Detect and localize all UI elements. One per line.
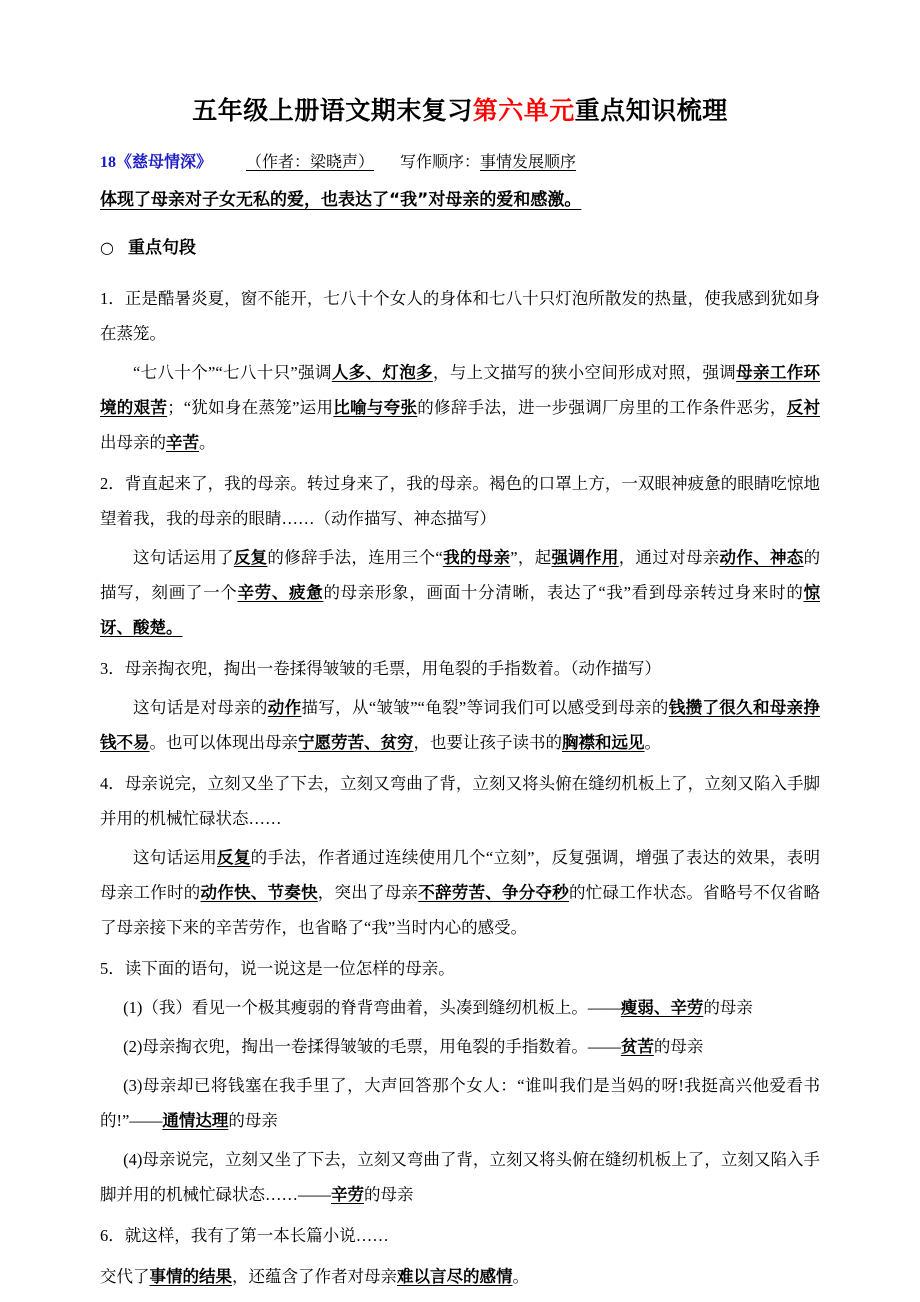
keyword: 辛劳	[331, 1185, 364, 1205]
t: 。	[199, 433, 216, 453]
t: 描写，从“皱皱”“龟裂”等词我们可以感受到母亲的	[301, 698, 669, 718]
keyword: 事情的结果	[149, 1267, 232, 1287]
t: 。	[644, 733, 661, 753]
keyword: 强调作用	[551, 548, 619, 568]
circle-bullet-icon: ○	[100, 238, 114, 258]
item-4-quote-text: 母亲说完，立刻又坐了下去，立刻又弯曲了背，立刻又将头俯在缝纫机板上了，立刻又陷入手脚并用的机械忙碌状态……	[100, 774, 821, 829]
sub-text: 母亲说完，立刻又坐了下去，立刻又弯曲了背，立刻又将头俯在缝纫机板上了，立刻又陷入手脚并用的机械忙碌状态……	[100, 1150, 820, 1205]
item-3-quote	[100, 651, 820, 686]
t: 的手法，作者通过连续使用几个“立刻”，反复强调，增强了表达的效果，表明母亲工作时的	[100, 848, 821, 903]
keyword: 贫苦	[620, 1037, 654, 1057]
keyword: 母亲工作环境的艰苦	[100, 363, 821, 418]
em-dash: ——	[129, 1111, 163, 1131]
sub-label: (3)	[123, 1076, 143, 1096]
t: 的修辞手法，进一步强调厂房里的工作条件恶劣，	[417, 398, 787, 418]
sub-label: (2)	[123, 1037, 143, 1057]
t: 的忙碌工作状态。省略号不仅省略了母亲接下来的辛苦劳作，也省略了“我”当时内心的感受。	[100, 883, 820, 938]
item-1-quote-text: 正是酷暑炎夏，窗不能开，七八十个女人的身体和七八十只灯泡所散发的热量，使我感到犹如身在蒸笼。	[100, 289, 821, 344]
item-3-number: 3．	[100, 659, 125, 679]
item-2-quote	[100, 466, 820, 536]
t: 这句话运用	[133, 848, 218, 868]
item-6-quote	[100, 1218, 820, 1253]
item-1-number: 1．	[100, 289, 125, 309]
item-2-analysis	[100, 540, 820, 645]
page-title-before: 五年级上册语文期末复习	[192, 98, 473, 125]
keyword: 人多、灯泡多	[331, 363, 433, 383]
keyword: 不辞劳苦、争分夺秒	[418, 883, 569, 903]
t: 这句话运用了	[133, 548, 234, 568]
t: ，还蕴含了作者对母亲	[232, 1267, 397, 1287]
section-heading-label: 重点句段	[127, 238, 196, 259]
item-2-quote-text: 背直起来了，我的母亲。转过身来了，我的母亲。褐色的口罩上方，一双眼神疲惫的眼睛吃惊地望着我，我的母亲的眼睛……（动作描写、神态描写）	[100, 474, 821, 529]
sub-tail: 的母亲	[703, 998, 753, 1018]
item-4-quote	[100, 766, 820, 836]
lesson-author: （作者：梁晓声）	[246, 154, 375, 172]
keyword: 动作快、节奏快	[200, 883, 318, 903]
keyword: 反复	[217, 848, 251, 868]
t: ，通过对母亲	[618, 548, 720, 568]
sub-tail: 的母亲	[364, 1185, 414, 1205]
lesson-header-line	[100, 148, 820, 178]
t: 出母亲的	[100, 433, 166, 453]
keyword: 动作、神态	[719, 548, 804, 568]
keyword: 胸襟和远见	[562, 733, 645, 753]
item-5-sub-3	[100, 1068, 820, 1138]
t: ；“犹如身在蒸笼”运用	[167, 398, 334, 418]
t: “七八十个”“七八十只”强调	[133, 363, 332, 383]
writing-order-value: 事情发展顺序	[480, 154, 577, 172]
item-5-number: 5．	[100, 959, 125, 979]
keyword: 通情达理	[162, 1111, 229, 1131]
item-6-number: 6．	[100, 1226, 125, 1246]
item-5-prompt	[100, 951, 820, 986]
keyword: 瘦弱、辛劳	[620, 998, 704, 1018]
t: 的描写，刻画了一个	[100, 548, 821, 603]
sub-tail: 的母亲	[653, 1037, 704, 1057]
t: 这句话是对母亲的	[133, 698, 268, 718]
sub-text: 母亲却已将钱塞在我手里了，大声回答那个女人：“谁叫我们是当妈的呀!我挺高兴他爱看书的!”	[100, 1076, 820, 1131]
item-3-quote-text: 母亲掏衣兜，掏出一卷揉得皱皱的毛票，用龟裂的手指数着。（动作描写）	[124, 659, 661, 679]
keyword: 反衬	[786, 398, 821, 418]
item-5-sub-1	[100, 990, 820, 1025]
item-3-analysis	[100, 690, 820, 760]
keyword: 难以言尽的感情	[397, 1267, 513, 1287]
sub-label: (4)	[123, 1150, 143, 1170]
em-dash: ——	[587, 998, 621, 1018]
keyword: 宁愿劳苦、贫穷	[298, 733, 414, 753]
t: ，突出了母亲	[317, 883, 419, 903]
sub-label: (1)	[123, 998, 143, 1018]
sub-text: （我）看见一个极其瘦弱的脊背弯曲着，头凑到缝纫机板上。	[142, 998, 588, 1018]
page-title	[100, 0, 820, 127]
item-1-quote	[100, 281, 820, 351]
sub-tail: 的母亲	[228, 1111, 278, 1131]
em-dash: ——	[587, 1037, 621, 1057]
keyword: 反复	[233, 548, 268, 568]
page-title-after: 重点知识梳理	[574, 98, 728, 125]
keyword: 辛苦	[166, 433, 199, 453]
sub-text: 母亲掏衣兜，掏出一卷揉得皱皱的毛票，用龟裂的手指数着。	[142, 1037, 588, 1057]
t: 。	[512, 1267, 529, 1287]
writing-order-label: 写作顺序：	[400, 154, 481, 172]
item-5-sub-2	[100, 1029, 820, 1064]
keyword: 比喻与夸张	[333, 398, 418, 418]
page-title-highlight: 第六单元	[472, 98, 575, 125]
keyword: 动作	[267, 698, 302, 718]
em-dash: ——	[298, 1185, 331, 1205]
t: 的母亲形象，画面十分清晰，表达了“我”看到母亲转过身来时的	[323, 583, 804, 603]
item-5-sub-4	[100, 1142, 820, 1212]
t: ，与上文描写的狭小空间形成对照，强调	[432, 363, 737, 383]
item-6-quote-text: 就这样，我有了第一本长篇小说……	[124, 1226, 389, 1246]
item-4-analysis	[100, 840, 820, 945]
t: ”，起	[510, 548, 552, 568]
item-2-number: 2．	[100, 474, 125, 494]
item-4-number: 4．	[100, 774, 125, 794]
keyword: 辛劳、疲惫	[237, 583, 324, 603]
item-6-analysis	[100, 1259, 820, 1294]
t: ，也要让孩子读书的	[413, 733, 562, 753]
section-heading	[100, 232, 820, 264]
t: 。也可以体现出母亲	[149, 733, 298, 753]
item-1-analysis	[100, 355, 820, 460]
keyword: 钱攒了很久和母亲挣钱不易	[100, 698, 821, 753]
lesson-number-title: 18《慈母情深》	[100, 154, 213, 172]
t: 的修辞手法，连用三个“	[267, 548, 443, 568]
t: 交代了	[100, 1267, 150, 1287]
keyword: 我的母亲	[442, 548, 511, 568]
keyword: 惊讶、酸楚。	[100, 583, 821, 638]
item-5-prompt-text: 读下面的语句，说一说这是一位怎样的母亲。	[124, 959, 455, 979]
theme-summary: 体现了母亲对子女无私的爱，也表达了“我”对母亲的爱和感激。	[100, 190, 582, 211]
